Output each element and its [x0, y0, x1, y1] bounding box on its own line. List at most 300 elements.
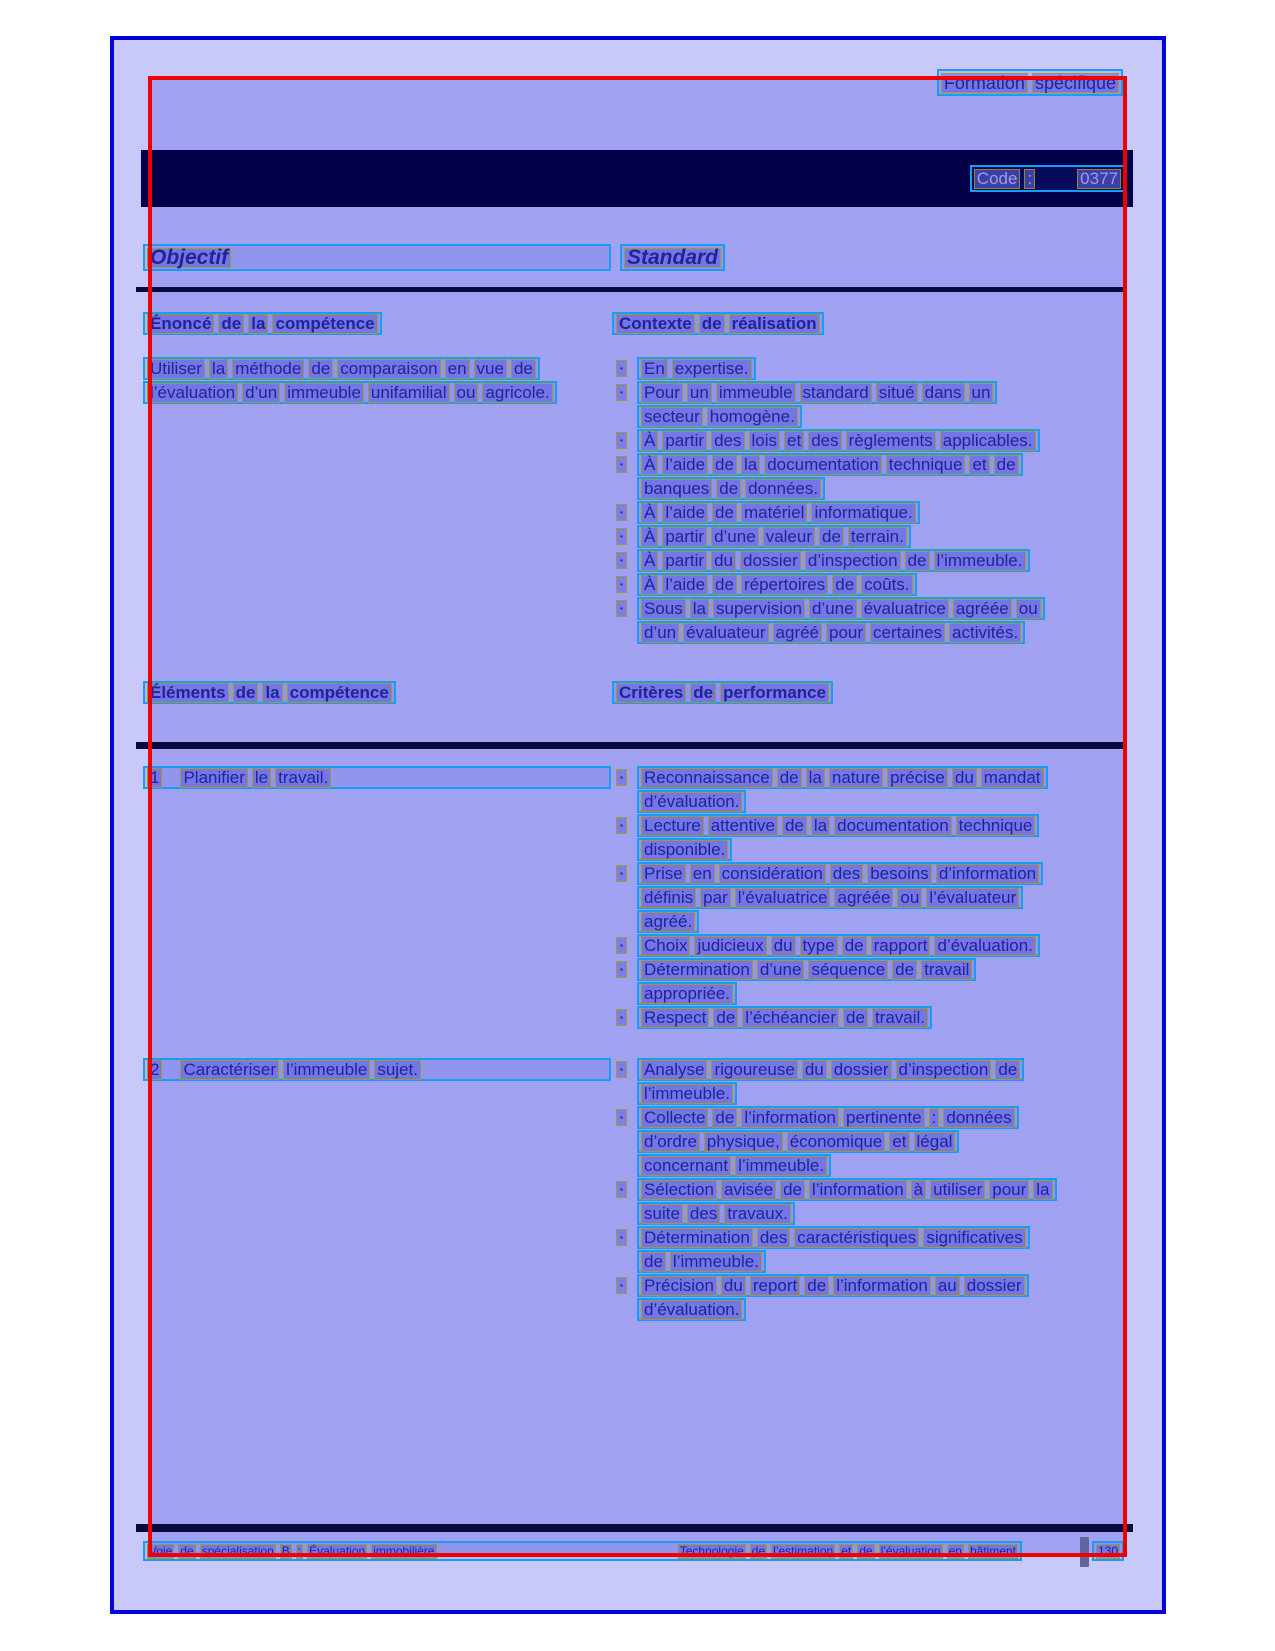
horizontal-rule-middle	[136, 742, 1124, 749]
ocr-word: :	[929, 1108, 940, 1128]
ocr-word: Reconnaissance	[641, 768, 773, 788]
code-gap	[1039, 178, 1073, 179]
ocr-word: Prise	[641, 864, 686, 884]
ocr-word: certaines	[870, 623, 945, 643]
bullet-marker-cell	[616, 357, 637, 380]
ocr-line-box	[637, 766, 1048, 789]
ocr-word: Contexte	[616, 314, 695, 334]
footer-line	[143, 1541, 1022, 1561]
ocr-word: unifamilial	[368, 383, 450, 403]
ocr-word: précise	[887, 768, 948, 788]
ocr-word: l’information	[809, 1180, 907, 1200]
ocr-word: la	[1033, 1180, 1052, 1200]
ocr-word: technique	[956, 816, 1036, 836]
item-2-label	[143, 1058, 611, 1081]
bullet-marker-cell	[616, 958, 637, 981]
ocr-line-box	[637, 477, 825, 500]
ocr-word: l’évaluatrice	[735, 888, 831, 908]
footer-left-text	[147, 1544, 437, 1559]
ocr-word: agricole.	[482, 383, 552, 403]
bullet-marker-icon: ▪	[616, 817, 627, 834]
ocr-word: disponible.	[641, 840, 728, 860]
ocr-word: immobilière	[373, 1543, 435, 1558]
ocr-word: homogène.	[707, 407, 798, 427]
ocr-word: évaluatrice	[861, 599, 949, 619]
ocr-word: physique,	[704, 1132, 783, 1152]
ocr-word: immeuble	[716, 383, 796, 403]
ocr-word: comparaison	[337, 359, 440, 379]
ocr-word: l’échéancier	[742, 1008, 839, 1028]
bullet-line-row	[616, 429, 1045, 453]
ocr-word: d’inspection	[805, 551, 901, 571]
ocr-line-box	[143, 357, 540, 380]
ocr-word: immeuble	[284, 383, 364, 403]
ocr-line-box	[637, 1274, 1029, 1297]
ocr-word: type	[800, 936, 838, 956]
ocr-line-box	[637, 1082, 737, 1105]
bullet-marker-cell	[616, 429, 637, 452]
ocr-line-box	[637, 381, 997, 404]
ocr-word: répertoires	[741, 575, 828, 595]
ocr-line-box	[637, 886, 1023, 909]
bullet-line-row	[616, 1154, 1057, 1178]
code-group	[970, 165, 1125, 192]
ocr-word: de	[218, 314, 244, 334]
ocr-word: Éléments	[147, 683, 229, 703]
ocr-word: Lecture	[641, 816, 704, 836]
ocr-word: réalisation	[729, 314, 820, 334]
bullet-line-row	[616, 357, 1045, 381]
ocr-line-box	[637, 814, 1039, 837]
bullet-marker-cell	[616, 934, 637, 957]
ocr-word: besoins	[867, 864, 932, 884]
bullet-item	[616, 501, 1045, 525]
ocr-word: d’information	[936, 864, 1039, 884]
ocr-word: B	[281, 1543, 290, 1558]
bullet-line-row	[616, 1226, 1057, 1250]
bullet-marker-icon: ▪	[616, 1181, 627, 1198]
ocr-word: l’évaluateur	[926, 888, 1019, 908]
ocr-word: À	[641, 551, 658, 571]
ocr-word: de	[832, 575, 857, 595]
ocr-word: utiliser	[930, 1180, 985, 1200]
ocr-word: des	[757, 1228, 790, 1248]
ocr-word: travail.	[275, 768, 331, 788]
ocr-word: Collecte	[641, 1108, 708, 1128]
ocr-line-box	[637, 1202, 795, 1225]
bullet-line-row	[616, 1274, 1057, 1298]
ocr-word: À	[641, 527, 658, 547]
bullet-marker-icon: ▪	[616, 360, 627, 377]
bullet-marker-cell	[616, 1178, 637, 1201]
bullet-marker-cell	[616, 1106, 637, 1129]
ocr-word: de	[994, 455, 1019, 475]
bullet-line-row	[616, 910, 1048, 934]
ocr-word: la	[741, 455, 760, 475]
bullet-line-row	[616, 766, 1048, 790]
ocr-word: agréé	[773, 623, 822, 643]
ocr-word: d’évaluation.	[641, 792, 742, 812]
ocr-word: règlements	[846, 431, 936, 451]
bullet-line-row	[616, 1130, 1057, 1154]
bullet-marker-icon: ▪	[616, 1277, 627, 1294]
header-note	[937, 69, 1123, 96]
ocr-word: de	[819, 527, 844, 547]
bullet-item	[616, 1226, 1057, 1274]
ocr-word: d’un	[242, 383, 280, 403]
bullet-line-row	[616, 1202, 1057, 1226]
column-header-standard	[620, 244, 725, 271]
ocr-word: applicables.	[940, 431, 1036, 451]
ocr-word: Objectif	[147, 248, 231, 268]
ocr-word: l’immeuble.	[735, 1156, 827, 1176]
ocr-word: spécifique	[1032, 73, 1119, 93]
ocr-word: coûts.	[861, 575, 912, 595]
bullet-item	[616, 597, 1045, 645]
ocr-word: compétence	[287, 683, 392, 703]
ocr-word: des	[808, 431, 841, 451]
ocr-word: significatives	[923, 1228, 1025, 1248]
bullet-item	[616, 1274, 1057, 1322]
ocr-word: l’estimation	[773, 1543, 834, 1558]
ocr-word: séquence	[808, 960, 888, 980]
ocr-word: suite	[641, 1204, 683, 1224]
ocr-word: Critères	[616, 683, 686, 703]
item-1-number	[147, 768, 162, 788]
bullet-line-row	[616, 477, 1045, 501]
ocr-word: Détermination	[641, 960, 753, 980]
ocr-word: la	[811, 816, 830, 836]
ocr-word: de	[641, 1252, 666, 1272]
ocr-word: Code	[974, 169, 1021, 189]
bullet-marker-icon: ▪	[616, 961, 627, 978]
ocr-word: de	[995, 1060, 1020, 1080]
ocr-word: par	[700, 888, 731, 908]
ocr-word: de	[712, 575, 737, 595]
bullet-line-row	[616, 1106, 1057, 1130]
ocr-word: Technologie	[679, 1543, 744, 1558]
ocr-line-box	[637, 501, 920, 524]
ocr-word: Choix	[641, 936, 690, 956]
ocr-line-box	[637, 1250, 766, 1273]
ocr-word: l’aide	[662, 503, 708, 523]
ocr-word: Planifier	[180, 768, 247, 788]
ocr-word: en	[948, 1543, 962, 1558]
ocr-line-box	[637, 958, 976, 981]
ocr-word: agréé.	[641, 912, 695, 932]
bullet-item	[616, 429, 1045, 453]
horizontal-rule-footer	[136, 1524, 1133, 1532]
ocr-word: 2	[147, 1060, 162, 1080]
bullet-line-row	[616, 862, 1048, 886]
ocr-word: spécialisation	[201, 1543, 274, 1558]
bullet-item	[616, 862, 1048, 934]
ocr-word: situé	[876, 383, 918, 403]
ocr-word: attentive	[708, 816, 778, 836]
ocr-word: travail	[921, 960, 972, 980]
ocr-word: Évaluation	[309, 1543, 366, 1558]
ocr-line-box	[637, 525, 911, 548]
ocr-word: secteur	[641, 407, 703, 427]
ocr-word: judicieux	[694, 936, 766, 956]
bullet-line-row	[616, 982, 1048, 1006]
ocr-word: la	[262, 683, 282, 703]
ocr-word: ou	[454, 383, 479, 403]
item-1-label	[143, 766, 611, 789]
ocr-word: de	[712, 1108, 737, 1128]
ocr-word: la	[248, 314, 268, 334]
ocr-word: partir	[662, 431, 707, 451]
ocr-word: des	[711, 431, 744, 451]
section2-left-title	[143, 681, 396, 704]
ocr-word: terrain.	[848, 527, 907, 547]
ocr-word: lois	[749, 431, 781, 451]
ocr-word: vue	[474, 359, 507, 379]
ocr-line-box	[637, 453, 1023, 476]
ocr-line-box	[637, 597, 1045, 620]
ocr-line-box	[637, 1178, 1057, 1201]
ocr-word: documentation	[764, 455, 882, 475]
ocr-line-box	[637, 1058, 1024, 1081]
ocr-word: et	[969, 455, 989, 475]
ocr-word: avisée	[721, 1180, 776, 1200]
ocr-word: l’immeuble.	[670, 1252, 762, 1272]
ocr-word: Utiliser	[147, 359, 205, 379]
ocr-word: de	[713, 1008, 738, 1028]
ocr-word: pour	[826, 623, 866, 643]
ocr-word: 0377	[1077, 169, 1121, 189]
ocr-line-box	[637, 910, 699, 933]
ocr-word: de	[180, 1543, 194, 1558]
ocr-line-box	[637, 838, 732, 861]
bullet-marker-cell	[616, 1058, 637, 1081]
ocr-word: agréée	[953, 599, 1012, 619]
bullet-marker-cell	[616, 597, 637, 620]
ocr-line-box	[637, 405, 802, 428]
ocr-word: l’immeuble.	[934, 551, 1026, 571]
ocr-line-box	[637, 934, 1040, 957]
ocr-line-box	[637, 573, 917, 596]
item-2-text	[180, 1060, 420, 1080]
ocr-word: partir	[662, 551, 707, 571]
ocr-word: l’information	[833, 1276, 931, 1296]
ocr-word: report	[750, 1276, 800, 1296]
ocr-word: 130	[1098, 1543, 1119, 1558]
bullet-line-row	[616, 501, 1045, 525]
code-label	[974, 169, 1021, 189]
ocr-line-box	[637, 621, 1025, 644]
ocr-word: Détermination	[641, 1228, 753, 1248]
ocr-word: activités.	[949, 623, 1021, 643]
ocr-word: l’évaluation	[147, 383, 238, 403]
ocr-word: À	[641, 575, 658, 595]
ocr-word: :	[297, 1543, 302, 1558]
ocr-line-box	[637, 357, 756, 380]
ocr-line-box	[637, 1154, 831, 1177]
ocr-word: de	[804, 1276, 829, 1296]
ocr-word: dans	[922, 383, 965, 403]
ocr-word: la	[690, 599, 709, 619]
bullet-item	[616, 525, 1045, 549]
bullet-line-row	[616, 1298, 1057, 1322]
ocr-word: :	[1024, 169, 1035, 189]
ocr-word: de	[511, 359, 536, 379]
ocr-word: de	[843, 1008, 868, 1028]
ocr-word: nature	[829, 768, 883, 788]
ocr-word: données	[943, 1108, 1014, 1128]
ocr-word: un	[687, 383, 712, 403]
bullet-item	[616, 573, 1045, 597]
bullet-line-row	[616, 1082, 1057, 1106]
bullet-line-row	[616, 886, 1048, 910]
ocr-word: dossier	[740, 551, 801, 571]
bullet-line-row	[616, 1058, 1057, 1082]
bullet-marker-icon: ▪	[616, 576, 627, 593]
ocr-word: ou	[1016, 599, 1041, 619]
ocr-word: de	[842, 936, 867, 956]
bullet-line-row	[616, 958, 1048, 982]
ocr-line-box	[637, 1006, 932, 1029]
ocr-word: de	[892, 960, 917, 980]
ocr-word: de	[308, 359, 333, 379]
ocr-word: 1	[147, 768, 162, 788]
context-bullet-list	[616, 357, 1045, 645]
bullet-marker-cell	[616, 862, 637, 885]
ocr-word: d’évaluation.	[934, 936, 1035, 956]
bullet-marker-icon: ▪	[616, 456, 627, 473]
ocr-word: sujet.	[374, 1060, 421, 1080]
bullet-item	[616, 453, 1045, 501]
bullet-marker-cell	[616, 525, 637, 548]
code-value	[1077, 169, 1121, 189]
bullet-marker-icon: ▪	[616, 1109, 627, 1126]
ocr-word: le	[252, 768, 271, 788]
ocr-word: matériel	[741, 503, 807, 523]
code-colon	[1024, 169, 1035, 189]
ocr-word: des	[687, 1204, 720, 1224]
bullet-marker-cell	[616, 1226, 637, 1249]
ocr-word: en	[690, 864, 715, 884]
bullet-marker-cell	[616, 549, 637, 572]
item-1-criteria-list	[616, 766, 1048, 1030]
ocr-word: l’immeuble.	[641, 1084, 733, 1104]
ocr-line-box	[637, 862, 1043, 885]
bullet-line-row	[616, 405, 1045, 429]
ocr-word: pour	[989, 1180, 1029, 1200]
bullet-line-row	[616, 838, 1048, 862]
bullet-line-row	[616, 597, 1045, 621]
bullet-marker-cell	[616, 573, 637, 596]
ocr-word: d’une	[711, 527, 759, 547]
bullet-item	[616, 814, 1048, 862]
ocr-word: du	[711, 551, 736, 571]
ocr-word: technique	[886, 455, 966, 475]
ocr-word: rapport	[871, 936, 931, 956]
ocr-word: de	[777, 768, 802, 788]
bullet-marker-icon: ▪	[616, 432, 627, 449]
horizontal-rule-top	[136, 287, 1124, 292]
bullet-marker-icon: ▪	[616, 528, 627, 545]
ocr-word: l’évaluation	[880, 1543, 941, 1558]
ocr-line-box	[637, 1130, 959, 1153]
bullet-marker-cell	[616, 1006, 637, 1029]
ocr-word: compétence	[272, 314, 377, 334]
ocr-word: concernant	[641, 1156, 731, 1176]
footer-right-text	[678, 1544, 1018, 1559]
ocr-word: données.	[745, 479, 821, 499]
ocr-word: ou	[897, 888, 922, 908]
bullet-item	[616, 1106, 1057, 1178]
ocr-word: Précision	[641, 1276, 717, 1296]
ocr-word: Sélection	[641, 1180, 717, 1200]
bullet-item	[616, 381, 1045, 429]
ocr-word: définis	[641, 888, 696, 908]
bullet-marker-icon: ▪	[616, 1061, 627, 1078]
ocr-word: travail.	[872, 1008, 928, 1028]
ocr-word: économique	[787, 1132, 886, 1152]
section1-left-title	[143, 312, 382, 335]
bullet-item	[616, 766, 1048, 814]
ocr-word: travaux.	[724, 1204, 790, 1224]
ocr-word: de	[690, 683, 716, 703]
ocr-word: agréée	[834, 888, 893, 908]
ocr-word: du	[771, 936, 796, 956]
bullet-marker-cell	[616, 766, 637, 789]
bullet-item	[616, 357, 1045, 381]
ocr-word: considération	[719, 864, 826, 884]
bullet-item	[616, 1058, 1057, 1106]
bullet-line-row	[616, 525, 1045, 549]
ocr-word: valeur	[763, 527, 815, 547]
bullet-marker-cell	[616, 814, 637, 837]
bullet-marker-cell	[616, 1274, 637, 1297]
ocr-word: À	[641, 431, 658, 451]
ocr-line-box	[637, 790, 746, 813]
bullet-line-row	[616, 1250, 1057, 1274]
ocr-line-box	[637, 1298, 746, 1321]
section2-right-title	[612, 681, 833, 704]
ocr-word: documentation	[834, 816, 952, 836]
ocr-line-box	[637, 1106, 1019, 1129]
ocr-word: de	[699, 314, 725, 334]
bullet-marker-icon: ▪	[616, 937, 627, 954]
ocr-word: de	[905, 551, 930, 571]
bullet-line-row	[616, 453, 1045, 477]
ocr-word: au	[935, 1276, 960, 1296]
ocr-word: du	[802, 1060, 827, 1080]
ocr-word: expertise.	[672, 359, 752, 379]
ocr-word: informatique.	[811, 503, 915, 523]
ocr-word: la	[209, 359, 228, 379]
ocr-word: de	[712, 503, 737, 523]
bullet-marker-icon: ▪	[616, 504, 627, 521]
ocr-word: appropriée.	[641, 984, 733, 1004]
bullet-line-row	[616, 934, 1048, 958]
bullet-item	[616, 934, 1048, 958]
ocr-word: du	[721, 1276, 746, 1296]
ocr-word: du	[952, 768, 977, 788]
title-banner	[141, 150, 1133, 207]
bullet-marker-cell	[616, 453, 637, 476]
ocr-word: évaluateur	[683, 623, 768, 643]
text-cursor-bar	[1080, 1537, 1089, 1567]
bullet-marker-cell	[616, 501, 637, 524]
bullet-marker-icon: ▪	[616, 865, 627, 882]
ocr-word: Voie	[149, 1543, 173, 1558]
ocr-word: d’une	[757, 960, 805, 980]
ocr-word: l’aide	[662, 575, 708, 595]
ocr-word: et	[841, 1543, 852, 1558]
